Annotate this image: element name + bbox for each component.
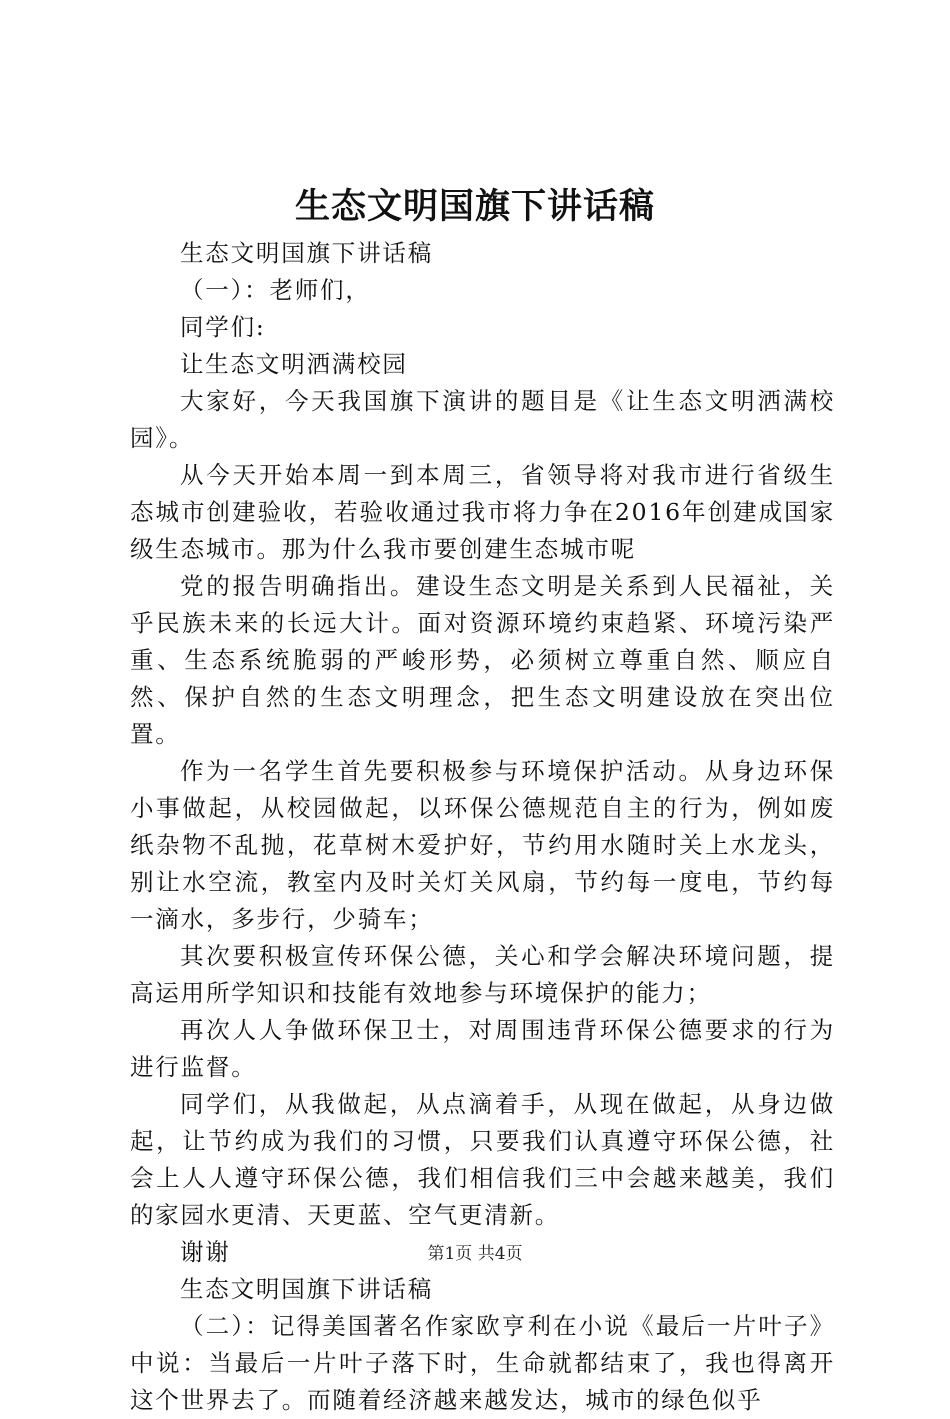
paragraph: （一）：老师们， bbox=[180, 276, 371, 304]
paragraph: （二）：记得美国著名作家欧亨利在小说《最后一片叶子》中说：当最后一片叶子落下时，生命就都结束了，我也得离开这个世界去了。而随着经济越来越发达，城市的绿色似乎 bbox=[130, 1312, 835, 1414]
paragraph: 同学们，从我做起，从点滴着手，从现在做起，从身边做起，让节约成为我们的习惯，只要我们认真遵守环保公德，社会上人人遵守环保公德，我们相信我们三中会越来越美，我们的家园水更清、天更蓝、空气更清新。 bbox=[130, 1090, 835, 1229]
paragraph: 谢谢 bbox=[180, 1238, 231, 1266]
page-number-footer: 第1页 共4页 bbox=[427, 1244, 523, 1264]
paragraph: 再次人人争做环保卫士，对周围违背环保公德要求的行为进行监督。 bbox=[130, 1016, 835, 1081]
paragraph: 作为一名学生首先要积极参与环境保护活动。从身边环保小事做起，从校园做起，以环保公德规范自主的行为，例如废纸杂物不乱抛，花草树木爱护好，节约用水随时关上水龙头，别让水空流，教室内及时关灯关风扇，节约每一度电，节约每一滴水，多步行，少骑车； bbox=[130, 757, 835, 933]
paragraph: 同学们: bbox=[180, 313, 266, 341]
document-title: 生态文明国旗下讲话稿 bbox=[294, 186, 655, 227]
paragraph: 其次要积极宣传环保公德，关心和学会解决环境问题，提高运用所学知识和技能有效地参与环境保护的能力； bbox=[130, 942, 835, 1007]
paragraph: 从今天开始本周一到本周三，省领导将对我市进行省级生态城市创建验收，若验收通过我市将力争在2016年创建成国家级生态城市。那为什么我市要创建生态城市呢 bbox=[130, 461, 835, 563]
paragraph: 生态文明国旗下讲话稿 bbox=[180, 239, 433, 267]
paragraph: 大家好，今天我国旗下演讲的题目是《让生态文明洒满校园》。 bbox=[130, 387, 835, 452]
paragraph: 党的报告明确指出。建设生态文明是关系到人民福祉，关乎民族未来的长远大计。面对资源环境约束趋紧、环境污染严重、生态系统脆弱的严峻形势，必须树立尊重自然、顺应自然、保护自然的生态文明理念，把生态文明建设放在突出位置。 bbox=[130, 572, 835, 748]
paragraph: 让生态文明洒满校园 bbox=[180, 350, 408, 378]
paragraph: 生态文明国旗下讲话稿 bbox=[180, 1275, 433, 1303]
